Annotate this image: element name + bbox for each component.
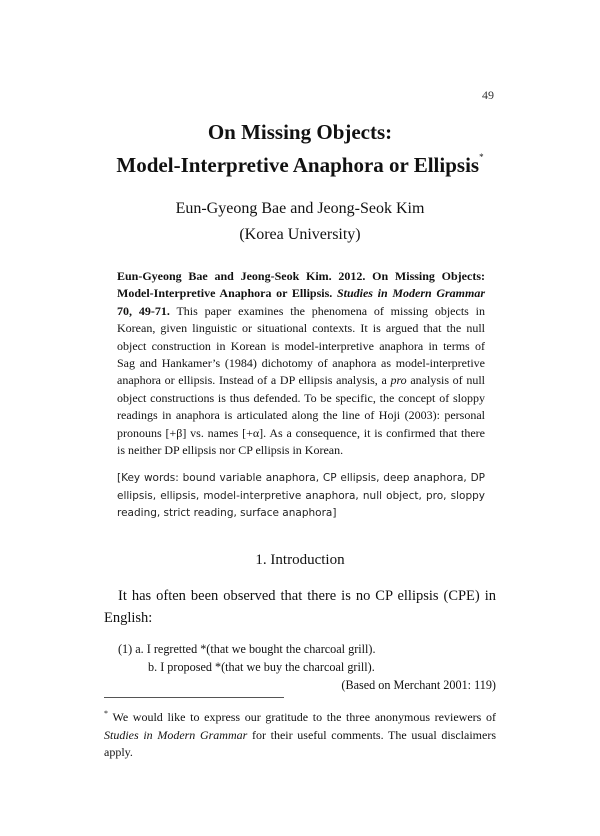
page-number: 49 <box>482 88 494 102</box>
abstract-volume: 70, 49-71. <box>117 303 170 318</box>
footnote-text-b: for their useful comments. The usual disclaimers apply. <box>104 727 497 759</box>
author-affiliation: (Korea University) <box>239 226 361 243</box>
abstract-journal: Studies in Modern Grammar <box>336 286 486 301</box>
abstract <box>117 268 485 459</box>
body-paragraph: It has often been observed that there is no CP ellipsis (CPE) in English: <box>104 588 496 626</box>
footnote-marker: * <box>104 709 108 718</box>
example-line-b-text: b. I proposed *(that we buy the charcoal grill). <box>148 660 375 674</box>
example-1 <box>118 640 496 694</box>
title-footnote-marker: * <box>479 152 484 162</box>
footnote-journal: Studies in Modern Grammar <box>104 727 248 742</box>
author-block <box>0 196 600 248</box>
abstract-text-a: This paper examines the phenomena of missing objects in Korean, given linguistic or situational contexts. It is argued that the null object construction in Korean is model-interpretive anaphora in terms of Sag and Hankamer’s (1984) dichotomy of anaphora as model-interpretive anaphora or ellipsis. Instead of a DP ellipsis analysis, a <box>117 303 485 388</box>
abstract-pro: pro <box>390 373 407 388</box>
keywords: [Key words: bound variable anaphora, CP ellipsis, deep anaphora, DP ellipsis, ellipsis, model-interpretive anaphora, null object, pro, sloppy reading, strict reading, surface anaphora] <box>117 472 485 519</box>
footnote <box>104 705 496 762</box>
abstract-citation: Eun-Gyeong Bae and Jeong-Seok Kim. 2012. On Missing Objects: Model-Interpretive Anaphora or Ellipsis. <box>117 269 485 301</box>
author-names: Eun-Gyeong Bae and Jeong-Seok Kim <box>175 200 425 217</box>
paper-title <box>0 118 600 180</box>
footnote-rule <box>104 697 284 698</box>
example-line-a: (1) a. I regretted *(that we bought the charcoal grill). <box>118 642 376 656</box>
section-heading: 1. Introduction <box>255 552 345 568</box>
title-line-2-text: Model-Interpretive Anaphora or Ellipsis <box>116 153 480 177</box>
example-source: (Based on Merchant 2001: 119) <box>341 678 496 692</box>
abstract-text-b: analysis of null object constructions is thus defended. To be specific, the concept of sloppy readings in anaphora is articulated along the line of Hoji (2003): personal pronouns [+β] vs. names [+α]. As a consequence, it is confirmed that there is neither DP ellipsis nor CP ellipsis in Korean. <box>117 373 486 458</box>
title-line-1: On Missing Objects: <box>207 120 393 144</box>
title-line-2 <box>0 147 600 180</box>
example-line-b <box>118 658 496 676</box>
footnote-text-a: We would like to express our gratitude to the three anonymous reviewers of <box>112 710 496 724</box>
